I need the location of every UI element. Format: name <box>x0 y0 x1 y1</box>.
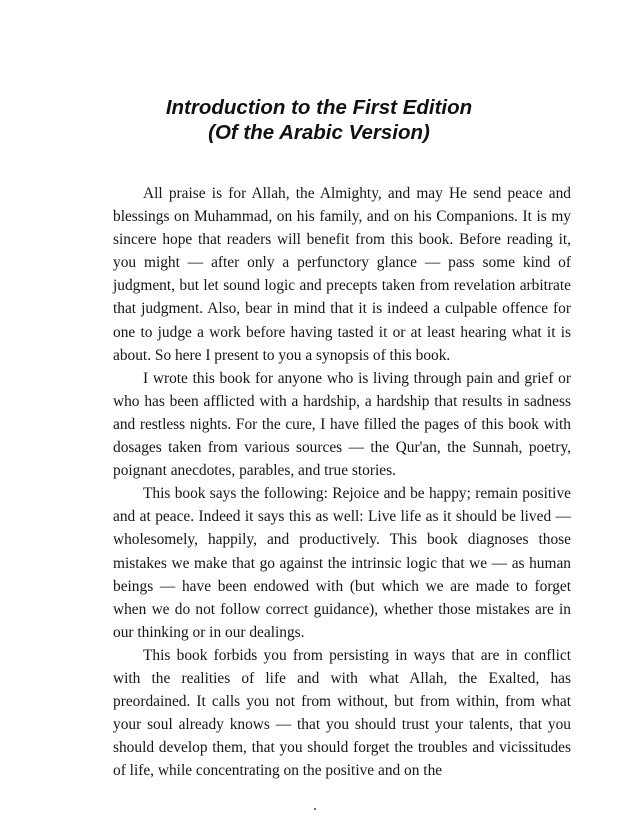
paragraph-1: All praise is for Allah, the Almighty, and may He send peace and blessings on Muhammad, on his family, and on his Companions. It is my sincere hope that readers will benefit from this book. Before reading it, you might — after only a perfunctory glance — pass some kind of judgment, but let sound logic and precepts taken from revelation arbitrate that judgment. Also, bear in mind that it is indeed a culpable offence for one to judge a work before having tasted it or at least hearing what it is about. So here I present to you a synopsis of this book. <box>113 185 571 364</box>
chapter-subtitle: (Of the Arabic Version) <box>208 121 430 144</box>
body-text <box>113 182 571 782</box>
paragraph-2: I wrote this book for anyone who is living through pain and grief or who has been afflicted with a hardship, a hardship that results in sadness and restless nights. For the cure, I have filled the pages of this book with dosages taken from various sources — the Qur'an, the Sunnah, poetry, poignant anecdotes, parables, and true stories. <box>113 369 571 480</box>
scan-speck <box>314 808 316 810</box>
chapter-title: Introduction to the First Edition <box>165 96 473 119</box>
paragraph-3: This book says the following: Rejoice and be happy; remain positive and at peace. Indeed it says this as well: Live life as it should be lived — wholesomely, happily, and productively. This book diagnoses those mistakes we make that go against the intrinsic logic that we — as human beings — have been endowed with (but which we are made to forget when we do not follow correct guidance), whether those mistakes are in our thinking or in our dealings. <box>113 485 571 641</box>
paragraph-4: This book forbids you from persisting in ways that are in conflict with the realities of life and with what Allah, the Exalted, has preordained. It calls you not from without, but from within, from what your soul already knows — that you should trust your talents, that you should develop them, that you should forget the troubles and vicissitudes of life, while concentrating on the positive and on the <box>113 646 571 780</box>
